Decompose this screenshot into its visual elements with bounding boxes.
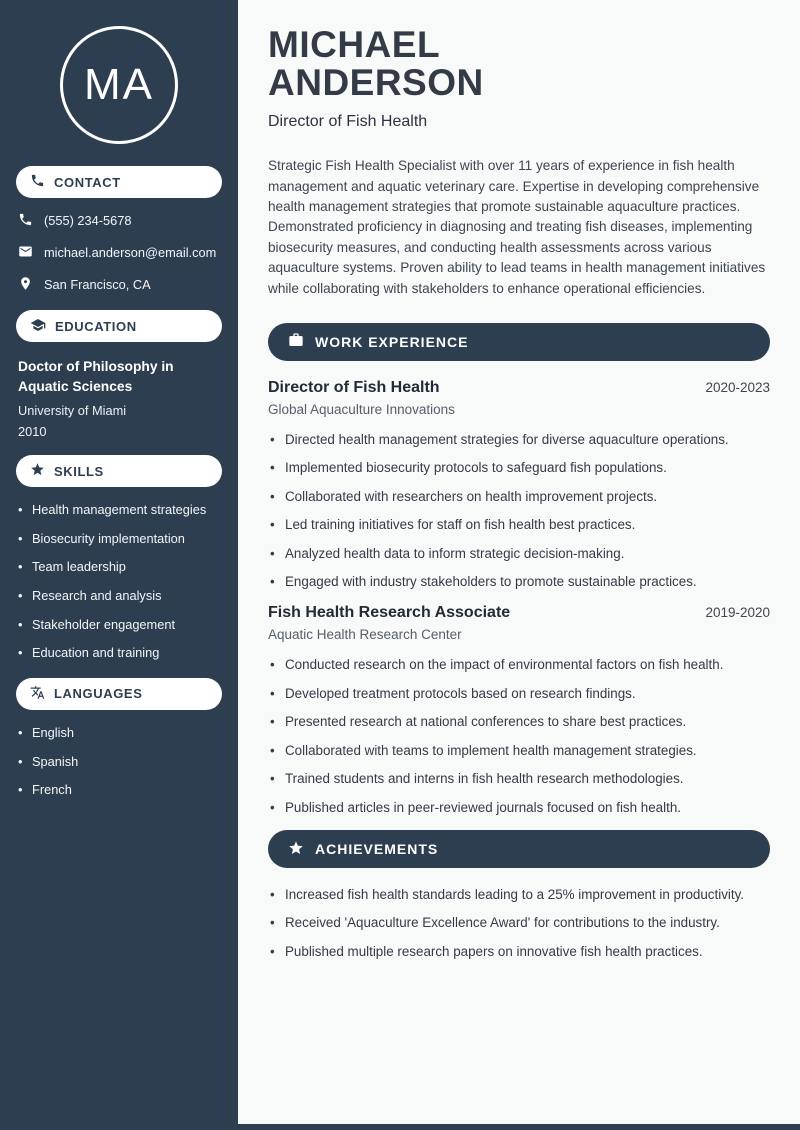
list-item: • Analyzed health data to inform strategic decision-making. bbox=[270, 545, 770, 562]
sidebar bbox=[0, 0, 238, 1130]
briefcase-icon bbox=[288, 332, 304, 351]
skills-header-label: SKILLS bbox=[54, 463, 104, 479]
achievements-label: ACHIEVEMENTS bbox=[315, 841, 439, 858]
job-title: Director of Fish Health bbox=[268, 378, 440, 396]
job-company: Global Aquaculture Innovations bbox=[268, 401, 455, 417]
education-degree: Doctor of Philosophy in Aquatic Sciences bbox=[18, 359, 174, 394]
location-pin-icon bbox=[18, 277, 33, 294]
phone-icon bbox=[30, 173, 45, 191]
list-item: • Received 'Aquaculture Excellence Award' for contributions to the industry. bbox=[270, 914, 770, 931]
job-entry bbox=[268, 604, 770, 816]
list-item: • Stakeholder engagement bbox=[18, 617, 220, 634]
first-name: MICHAEL bbox=[268, 24, 441, 65]
languages-list bbox=[18, 725, 220, 799]
list-item: • Increased fish health standards leading to a 25% improvement in productivity. bbox=[270, 886, 770, 903]
list-item: • French bbox=[18, 782, 220, 799]
translate-icon bbox=[30, 685, 45, 703]
contact-section-header bbox=[16, 166, 222, 198]
list-item: • English bbox=[18, 725, 220, 742]
list-item: • Team leadership bbox=[18, 559, 220, 576]
languages-section-header bbox=[16, 678, 222, 710]
page-bottom-edge bbox=[0, 1124, 800, 1130]
graduation-cap-icon bbox=[30, 317, 46, 336]
list-item: • Biosecurity implementation bbox=[18, 531, 220, 548]
list-item: • Collaborated with researchers on health improvement projects. bbox=[270, 488, 770, 505]
list-item: • Conducted research on the impact of environmental factors on fish health. bbox=[270, 656, 770, 673]
skills-section-header bbox=[16, 455, 222, 487]
education-section-header bbox=[16, 310, 222, 342]
job-bullet-list bbox=[270, 656, 770, 816]
contact-location bbox=[18, 277, 220, 294]
job-dates: 2020-2023 bbox=[705, 379, 770, 395]
education-year: 2010 bbox=[18, 424, 47, 440]
list-item: • Published articles in peer-reviewed journals focused on fish health. bbox=[270, 799, 770, 816]
avatar bbox=[60, 26, 178, 144]
contact-phone-text: (555) 234-5678 bbox=[44, 213, 132, 228]
work-experience-banner bbox=[268, 323, 770, 361]
list-item: • Health management strategies bbox=[18, 502, 220, 519]
contact-header-label: CONTACT bbox=[54, 174, 121, 190]
last-name: ANDERSON bbox=[268, 62, 484, 104]
main-content bbox=[238, 0, 800, 1130]
education-header-label: EDUCATION bbox=[55, 318, 137, 334]
job-company: Aquatic Health Research Center bbox=[268, 627, 462, 643]
list-item: • Spanish bbox=[18, 754, 220, 771]
job-header bbox=[268, 604, 770, 622]
mail-icon bbox=[18, 245, 33, 262]
list-item: • Implemented biosecurity protocols to safeguard fish populations. bbox=[270, 459, 770, 476]
star-icon bbox=[30, 462, 45, 480]
list-item: • Research and analysis bbox=[18, 588, 220, 605]
avatar-initials: MA bbox=[84, 60, 154, 109]
contact-email bbox=[18, 245, 220, 262]
languages-header-label: LANGUAGES bbox=[54, 686, 143, 702]
skills-list bbox=[18, 502, 220, 662]
phone-icon bbox=[18, 213, 33, 230]
star-icon bbox=[288, 840, 304, 859]
list-item: • Education and training bbox=[18, 645, 220, 662]
person-job-title: Director of Fish Health bbox=[268, 113, 428, 131]
list-item: • Presented research at national conferences to share best practices. bbox=[270, 713, 770, 730]
contact-phone bbox=[18, 213, 220, 230]
achievements-list bbox=[270, 886, 770, 960]
education-school: University of Miami bbox=[18, 403, 127, 419]
job-bullet-list bbox=[270, 431, 770, 591]
job-dates: 2019-2020 bbox=[705, 605, 770, 621]
list-item: • Led training initiatives for staff on fish health best practices. bbox=[270, 516, 770, 533]
list-item: • Published multiple research papers on innovative fish health practices. bbox=[270, 943, 770, 960]
list-item: • Collaborated with teams to implement health management strategies. bbox=[270, 742, 770, 759]
job-header bbox=[268, 379, 770, 397]
achievements-banner bbox=[268, 830, 770, 868]
list-item: • Developed treatment protocols based on research findings. bbox=[270, 685, 770, 702]
job-entry bbox=[268, 379, 770, 591]
person-name bbox=[268, 26, 770, 102]
list-item: • Engaged with industry stakeholders to promote sustainable practices. bbox=[270, 573, 770, 590]
summary-paragraph: Strategic Fish Health Specialist with over 11 years of experience in fish health management and aquatic veterinary care. Expertise in developing comprehensive health management strategies that promote sustainable aquaculture practices. Demonstrated proficiency in diagnosing and treating fish diseases, implementing biosecurity measures, and conducting health assessments across various aquaculture systems. Proven ability to lead teams in health management initiatives while collaborating with stakeholders to enhance operational efficiencies. bbox=[268, 158, 766, 296]
list-item: • Directed health management strategies for diverse aquaculture operations. bbox=[270, 431, 770, 448]
list-item: • Trained students and interns in fish health research methodologies. bbox=[270, 770, 770, 787]
contact-location-text: San Francisco, CA bbox=[44, 277, 151, 292]
job-title: Fish Health Research Associate bbox=[268, 604, 511, 622]
contact-email-text: michael.anderson@email.com bbox=[44, 245, 217, 260]
work-experience-label: WORK EXPERIENCE bbox=[315, 333, 469, 350]
